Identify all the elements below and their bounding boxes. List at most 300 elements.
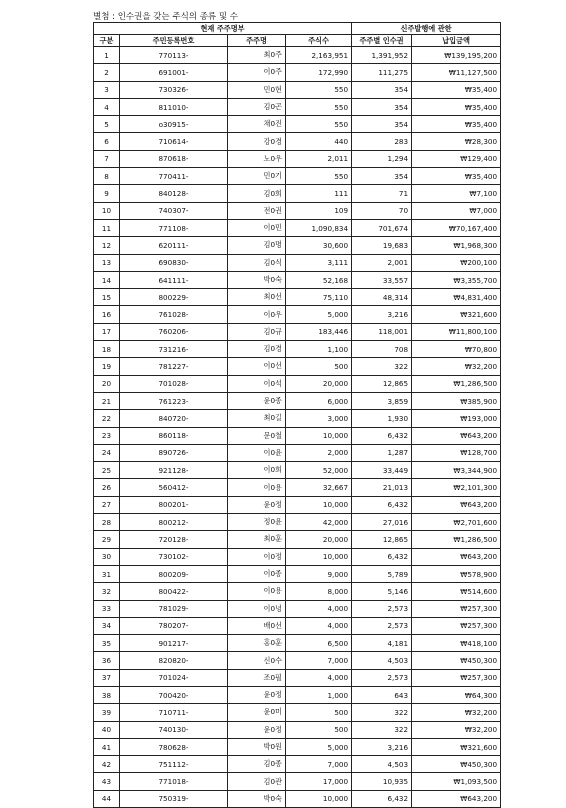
share-count-cell: 4,000 xyxy=(286,600,352,617)
resident-number-cell: 700420- xyxy=(120,686,228,703)
resident-number-cell: 890726- xyxy=(120,444,228,461)
table-row xyxy=(94,462,501,479)
subscription-rights-cell: 354 xyxy=(352,81,412,98)
subscription-rights-cell: 2,001 xyxy=(352,254,412,271)
table-row xyxy=(94,358,501,375)
row-index-cell: 36 xyxy=(94,652,120,669)
payment-amount-cell: ₩1,286,500 xyxy=(412,531,501,548)
resident-number-cell: 760206- xyxy=(120,323,228,340)
shareholder-name-cell: 조0필 xyxy=(228,669,286,686)
payment-amount-cell: ₩129,400 xyxy=(412,150,501,167)
row-index-cell: 6 xyxy=(94,133,120,150)
table-row xyxy=(94,600,501,617)
row-index-cell: 39 xyxy=(94,704,120,721)
payment-amount-cell: ₩321,600 xyxy=(412,306,501,323)
subscription-rights-cell: 5,789 xyxy=(352,565,412,582)
resident-number-cell: o30915- xyxy=(120,116,228,133)
row-index-cell: 25 xyxy=(94,462,120,479)
share-count-cell: 10,000 xyxy=(286,496,352,513)
shareholder-name-cell: 윤0정 xyxy=(228,686,286,703)
subscription-rights-cell: 2,573 xyxy=(352,600,412,617)
row-index-cell: 12 xyxy=(94,237,120,254)
share-count-cell: 500 xyxy=(286,704,352,721)
resident-number-cell: 901217- xyxy=(120,635,228,652)
subscription-rights-cell: 4,503 xyxy=(352,756,412,773)
shareholder-table xyxy=(93,22,501,808)
payment-amount-cell: ₩1,286,500 xyxy=(412,375,501,392)
group-header-row xyxy=(94,23,501,35)
payment-amount-cell: ₩193,000 xyxy=(412,410,501,427)
table-row xyxy=(94,81,501,98)
share-count-cell: 111 xyxy=(286,185,352,202)
subscription-rights-cell: 322 xyxy=(352,704,412,721)
payment-amount-cell: ₩1,093,500 xyxy=(412,773,501,790)
payment-amount-cell: ₩11,800,100 xyxy=(412,323,501,340)
payment-amount-cell: ₩7,000 xyxy=(412,202,501,219)
resident-number-cell: 840720- xyxy=(120,410,228,427)
resident-number-cell: 770411- xyxy=(120,168,228,185)
subscription-rights-cell: 322 xyxy=(352,358,412,375)
table-row xyxy=(94,289,501,306)
row-index-cell: 10 xyxy=(94,202,120,219)
row-index-cell: 28 xyxy=(94,514,120,531)
share-count-cell: 550 xyxy=(286,98,352,115)
shareholder-name-cell: 배0선 xyxy=(228,617,286,634)
resident-number-cell: 730326- xyxy=(120,81,228,98)
share-count-cell: 500 xyxy=(286,721,352,738)
table-row xyxy=(94,686,501,703)
table-row xyxy=(94,773,501,790)
row-index-cell: 43 xyxy=(94,773,120,790)
share-count-cell: 10,000 xyxy=(286,790,352,807)
shareholder-name-cell: 민0기 xyxy=(228,168,286,185)
shareholder-name-cell: 최0선 xyxy=(228,289,286,306)
table-row xyxy=(94,254,501,271)
row-index-cell: 17 xyxy=(94,323,120,340)
row-index-cell: 44 xyxy=(94,790,120,807)
resident-number-cell: 701024- xyxy=(120,669,228,686)
row-index-cell: 16 xyxy=(94,306,120,323)
share-count-cell: 7,000 xyxy=(286,756,352,773)
row-index-cell: 20 xyxy=(94,375,120,392)
share-count-cell: 2,163,951 xyxy=(286,47,352,64)
share-count-cell: 6,500 xyxy=(286,635,352,652)
row-index-cell: 2 xyxy=(94,64,120,81)
subscription-rights-cell: 33,557 xyxy=(352,271,412,288)
table-row xyxy=(94,721,501,738)
resident-number-cell: 740130- xyxy=(120,721,228,738)
row-index-cell: 9 xyxy=(94,185,120,202)
subscription-rights-cell: 5,146 xyxy=(352,583,412,600)
share-count-cell: 183,446 xyxy=(286,323,352,340)
row-index-cell: 22 xyxy=(94,410,120,427)
shareholder-name-cell: 김0경 xyxy=(228,341,286,358)
payment-amount-cell: ₩35,400 xyxy=(412,116,501,133)
row-index-cell: 33 xyxy=(94,600,120,617)
table-row xyxy=(94,98,501,115)
payment-amount-cell: ₩35,400 xyxy=(412,168,501,185)
resident-number-cell: 771018- xyxy=(120,773,228,790)
shareholder-name-cell: 김0종 xyxy=(228,756,286,773)
shareholder-name-cell: 이0선 xyxy=(228,358,286,375)
payment-amount-cell: ₩1,968,300 xyxy=(412,237,501,254)
row-index-cell: 38 xyxy=(94,686,120,703)
shareholder-name-cell: 김0곤 xyxy=(228,98,286,115)
shareholder-name-cell: 이0용 xyxy=(228,583,286,600)
payment-amount-cell: ₩11,127,500 xyxy=(412,64,501,81)
group-header-current: 현재 주주명부 xyxy=(94,23,352,35)
resident-number-cell: 720128- xyxy=(120,531,228,548)
resident-number-cell: 840128- xyxy=(120,185,228,202)
payment-amount-cell: ₩7,100 xyxy=(412,185,501,202)
share-count-cell: 440 xyxy=(286,133,352,150)
shareholder-name-cell: 최0길 xyxy=(228,410,286,427)
subscription-rights-cell: 354 xyxy=(352,168,412,185)
shareholder-name-cell: 박0숙 xyxy=(228,790,286,807)
share-count-cell: 4,000 xyxy=(286,617,352,634)
resident-number-cell: 780628- xyxy=(120,738,228,755)
payment-amount-cell: ₩3,344,900 xyxy=(412,462,501,479)
row-index-cell: 27 xyxy=(94,496,120,513)
payment-amount-cell: ₩32,200 xyxy=(412,704,501,721)
shareholder-name-cell: 정0윤 xyxy=(228,514,286,531)
subscription-rights-cell: 3,216 xyxy=(352,738,412,755)
group-header-new-issue: 신주발행에 관한 xyxy=(352,23,501,35)
shareholder-name-cell: 김0규 xyxy=(228,323,286,340)
shareholder-name-cell: 김0식 xyxy=(228,254,286,271)
resident-number-cell: 620111- xyxy=(120,237,228,254)
subscription-rights-cell: 354 xyxy=(352,116,412,133)
shareholder-name-cell: 이0용 xyxy=(228,479,286,496)
document-caption: 별첨 : 인수권을 갖는 주식의 종류 및 수 xyxy=(93,12,238,22)
row-index-cell: 40 xyxy=(94,721,120,738)
payment-amount-cell: ₩643,200 xyxy=(412,496,501,513)
payment-amount-cell: ₩2,701,600 xyxy=(412,514,501,531)
payment-amount-cell: ₩139,195,200 xyxy=(412,47,501,64)
share-count-cell: 52,168 xyxy=(286,271,352,288)
share-count-cell: 20,000 xyxy=(286,375,352,392)
resident-number-cell: 730102- xyxy=(120,548,228,565)
payment-amount-cell: ₩32,200 xyxy=(412,358,501,375)
payment-amount-cell: ₩418,100 xyxy=(412,635,501,652)
table-row xyxy=(94,635,501,652)
share-count-cell: 3,111 xyxy=(286,254,352,271)
payment-amount-cell: ₩2,101,300 xyxy=(412,479,501,496)
column-header-row xyxy=(94,35,501,47)
subscription-rights-cell: 19,683 xyxy=(352,237,412,254)
subscription-rights-cell: 6,432 xyxy=(352,790,412,807)
payment-amount-cell: ₩28,300 xyxy=(412,133,501,150)
shareholder-name-cell: 김0희 xyxy=(228,185,286,202)
subscription-rights-cell: 643 xyxy=(352,686,412,703)
resident-number-cell: 800229- xyxy=(120,289,228,306)
table-row xyxy=(94,531,501,548)
resident-number-cell: 780207- xyxy=(120,617,228,634)
shareholder-name-cell: 전0권 xyxy=(228,202,286,219)
share-count-cell: 1,090,834 xyxy=(286,219,352,236)
share-count-cell: 5,000 xyxy=(286,738,352,755)
subscription-rights-cell: 2,573 xyxy=(352,617,412,634)
row-index-cell: 26 xyxy=(94,479,120,496)
payment-amount-cell: ₩35,400 xyxy=(412,98,501,115)
table-row xyxy=(94,341,501,358)
row-index-cell: 41 xyxy=(94,738,120,755)
resident-number-cell: 921128- xyxy=(120,462,228,479)
resident-number-cell: 691001- xyxy=(120,64,228,81)
row-index-cell: 42 xyxy=(94,756,120,773)
table-row xyxy=(94,479,501,496)
table-row xyxy=(94,116,501,133)
share-count-cell: 1,000 xyxy=(286,686,352,703)
subscription-rights-cell: 111,275 xyxy=(352,64,412,81)
share-count-cell: 17,000 xyxy=(286,773,352,790)
table-row xyxy=(94,133,501,150)
share-count-cell: 3,000 xyxy=(286,410,352,427)
share-count-cell: 172,990 xyxy=(286,64,352,81)
payment-amount-cell: ₩200,100 xyxy=(412,254,501,271)
resident-number-cell: 781227- xyxy=(120,358,228,375)
table-row xyxy=(94,565,501,582)
share-count-cell: 2,011 xyxy=(286,150,352,167)
row-index-cell: 4 xyxy=(94,98,120,115)
row-index-cell: 35 xyxy=(94,635,120,652)
resident-number-cell: 800422- xyxy=(120,583,228,600)
row-index-cell: 14 xyxy=(94,271,120,288)
subscription-rights-cell: 708 xyxy=(352,341,412,358)
col-header-rights: 주주별 인수권 xyxy=(352,35,412,47)
share-count-cell: 4,000 xyxy=(286,669,352,686)
payment-amount-cell: ₩450,300 xyxy=(412,652,501,669)
table-row xyxy=(94,323,501,340)
subscription-rights-cell: 6,432 xyxy=(352,496,412,513)
resident-number-cell: 800209- xyxy=(120,565,228,582)
resident-number-cell: 800201- xyxy=(120,496,228,513)
shareholder-name-cell: 민0현 xyxy=(228,81,286,98)
table-row xyxy=(94,444,501,461)
table-row xyxy=(94,583,501,600)
shareholder-name-cell: 최0주 xyxy=(228,47,286,64)
payment-amount-cell: ₩257,300 xyxy=(412,600,501,617)
table-row xyxy=(94,64,501,81)
shareholder-name-cell: 이0윤 xyxy=(228,444,286,461)
share-count-cell: 550 xyxy=(286,168,352,185)
share-count-cell: 30,600 xyxy=(286,237,352,254)
row-index-cell: 1 xyxy=(94,47,120,64)
share-count-cell: 9,000 xyxy=(286,565,352,582)
resident-number-cell: 870618- xyxy=(120,150,228,167)
table-row xyxy=(94,237,501,254)
col-header-index: 구분 xyxy=(94,35,120,47)
shareholder-name-cell: 윤0정 xyxy=(228,721,286,738)
shareholder-name-cell: 이0녕 xyxy=(228,600,286,617)
table-row xyxy=(94,375,501,392)
share-count-cell: 109 xyxy=(286,202,352,219)
resident-number-cell: 560412- xyxy=(120,479,228,496)
row-index-cell: 37 xyxy=(94,669,120,686)
resident-number-cell: 820820- xyxy=(120,652,228,669)
share-count-cell: 42,000 xyxy=(286,514,352,531)
row-index-cell: 5 xyxy=(94,116,120,133)
subscription-rights-cell: 12,865 xyxy=(352,531,412,548)
subscription-rights-cell: 70 xyxy=(352,202,412,219)
col-header-shares: 주식수 xyxy=(286,35,352,47)
share-count-cell: 75,110 xyxy=(286,289,352,306)
resident-number-cell: 690830- xyxy=(120,254,228,271)
shareholder-name-cell: 이0주 xyxy=(228,64,286,81)
share-count-cell: 8,000 xyxy=(286,583,352,600)
resident-number-cell: 701028- xyxy=(120,375,228,392)
row-index-cell: 30 xyxy=(94,548,120,565)
resident-number-cell: 740307- xyxy=(120,202,228,219)
payment-amount-cell: ₩578,900 xyxy=(412,565,501,582)
subscription-rights-cell: 48,314 xyxy=(352,289,412,306)
payment-amount-cell: ₩3,355,700 xyxy=(412,271,501,288)
subscription-rights-cell: 4,503 xyxy=(352,652,412,669)
table-row xyxy=(94,652,501,669)
subscription-rights-cell: 4,181 xyxy=(352,635,412,652)
resident-number-cell: 761223- xyxy=(120,392,228,409)
table-row xyxy=(94,548,501,565)
subscription-rights-cell: 2,573 xyxy=(352,669,412,686)
share-count-cell: 52,000 xyxy=(286,462,352,479)
payment-amount-cell: ₩385,900 xyxy=(412,392,501,409)
subscription-rights-cell: 3,216 xyxy=(352,306,412,323)
row-index-cell: 8 xyxy=(94,168,120,185)
shareholder-name-cell: 김0관 xyxy=(228,773,286,790)
row-index-cell: 31 xyxy=(94,565,120,582)
share-count-cell: 5,000 xyxy=(286,306,352,323)
table-row xyxy=(94,271,501,288)
share-count-cell: 32,667 xyxy=(286,479,352,496)
row-index-cell: 29 xyxy=(94,531,120,548)
resident-number-cell: 731216- xyxy=(120,341,228,358)
share-count-cell: 500 xyxy=(286,358,352,375)
payment-amount-cell: ₩64,300 xyxy=(412,686,501,703)
subscription-rights-cell: 701,674 xyxy=(352,219,412,236)
subscription-rights-cell: 27,016 xyxy=(352,514,412,531)
share-count-cell: 550 xyxy=(286,81,352,98)
table-row xyxy=(94,306,501,323)
subscription-rights-cell: 12,865 xyxy=(352,375,412,392)
shareholder-name-cell: 박0숙 xyxy=(228,271,286,288)
shareholder-name-cell: 노0우 xyxy=(228,150,286,167)
payment-amount-cell: ₩514,600 xyxy=(412,583,501,600)
payment-amount-cell: ₩257,300 xyxy=(412,617,501,634)
payment-amount-cell: ₩450,300 xyxy=(412,756,501,773)
shareholder-name-cell: 이0석 xyxy=(228,375,286,392)
share-count-cell: 550 xyxy=(286,116,352,133)
table-row xyxy=(94,219,501,236)
table-row xyxy=(94,392,501,409)
table-row xyxy=(94,756,501,773)
table-row xyxy=(94,496,501,513)
shareholder-name-cell: 윤0정 xyxy=(228,496,286,513)
resident-number-cell: 770113- xyxy=(120,47,228,64)
subscription-rights-cell: 6,432 xyxy=(352,548,412,565)
row-index-cell: 7 xyxy=(94,150,120,167)
shareholder-name-cell: 최0훈 xyxy=(228,531,286,548)
table-row xyxy=(94,514,501,531)
subscription-rights-cell: 21,013 xyxy=(352,479,412,496)
table-body xyxy=(94,47,501,808)
resident-number-cell: 710711- xyxy=(120,704,228,721)
payment-amount-cell: ₩128,700 xyxy=(412,444,501,461)
table-row xyxy=(94,47,501,64)
resident-number-cell: 800212- xyxy=(120,514,228,531)
table-row xyxy=(94,410,501,427)
row-index-cell: 23 xyxy=(94,427,120,444)
share-count-cell: 6,000 xyxy=(286,392,352,409)
table-row xyxy=(94,150,501,167)
col-header-name: 주주명 xyxy=(228,35,286,47)
subscription-rights-cell: 33,449 xyxy=(352,462,412,479)
payment-amount-cell: ₩321,600 xyxy=(412,738,501,755)
resident-number-cell: 750319- xyxy=(120,790,228,807)
subscription-rights-cell: 354 xyxy=(352,98,412,115)
subscription-rights-cell: 1,930 xyxy=(352,410,412,427)
row-index-cell: 24 xyxy=(94,444,120,461)
resident-number-cell: 811010- xyxy=(120,98,228,115)
resident-number-cell: 761028- xyxy=(120,306,228,323)
subscription-rights-cell: 1,294 xyxy=(352,150,412,167)
row-index-cell: 18 xyxy=(94,341,120,358)
share-count-cell: 10,000 xyxy=(286,427,352,444)
table-row xyxy=(94,185,501,202)
payment-amount-cell: ₩643,200 xyxy=(412,427,501,444)
shareholder-name-cell: 이0종 xyxy=(228,565,286,582)
resident-number-cell: 771108- xyxy=(120,219,228,236)
row-index-cell: 32 xyxy=(94,583,120,600)
table-row xyxy=(94,427,501,444)
shareholder-name-cell: 김0명 xyxy=(228,237,286,254)
payment-amount-cell: ₩257,300 xyxy=(412,669,501,686)
table-row xyxy=(94,790,501,807)
resident-number-cell: 751112- xyxy=(120,756,228,773)
row-index-cell: 3 xyxy=(94,81,120,98)
share-count-cell: 1,100 xyxy=(286,341,352,358)
shareholder-name-cell: 윤0종 xyxy=(228,392,286,409)
row-index-cell: 34 xyxy=(94,617,120,634)
shareholder-name-cell: 채0진 xyxy=(228,116,286,133)
shareholder-name-cell: 문0철 xyxy=(228,427,286,444)
col-header-payment: 납입금액 xyxy=(412,35,501,47)
payment-amount-cell: ₩4,831,400 xyxy=(412,289,501,306)
resident-number-cell: 860118- xyxy=(120,427,228,444)
shareholder-name-cell: 이0우 xyxy=(228,306,286,323)
subscription-rights-cell: 10,935 xyxy=(352,773,412,790)
resident-number-cell: 710614- xyxy=(120,133,228,150)
payment-amount-cell: ₩35,400 xyxy=(412,81,501,98)
subscription-rights-cell: 6,432 xyxy=(352,427,412,444)
payment-amount-cell: ₩643,200 xyxy=(412,790,501,807)
subscription-rights-cell: 1,287 xyxy=(352,444,412,461)
resident-number-cell: 641111- xyxy=(120,271,228,288)
share-count-cell: 20,000 xyxy=(286,531,352,548)
table-row xyxy=(94,202,501,219)
shareholder-name-cell: 이0희 xyxy=(228,462,286,479)
shareholder-name-cell: 강0경 xyxy=(228,133,286,150)
payment-amount-cell: ₩70,167,400 xyxy=(412,219,501,236)
table-row xyxy=(94,669,501,686)
subscription-rights-cell: 118,001 xyxy=(352,323,412,340)
subscription-rights-cell: 1,391,952 xyxy=(352,47,412,64)
shareholder-name-cell: 홍0훈 xyxy=(228,635,286,652)
shareholder-name-cell: 신0수 xyxy=(228,652,286,669)
col-header-id: 주민등록번호 xyxy=(120,35,228,47)
payment-amount-cell: ₩643,200 xyxy=(412,548,501,565)
payment-amount-cell: ₩32,200 xyxy=(412,721,501,738)
table-row xyxy=(94,617,501,634)
